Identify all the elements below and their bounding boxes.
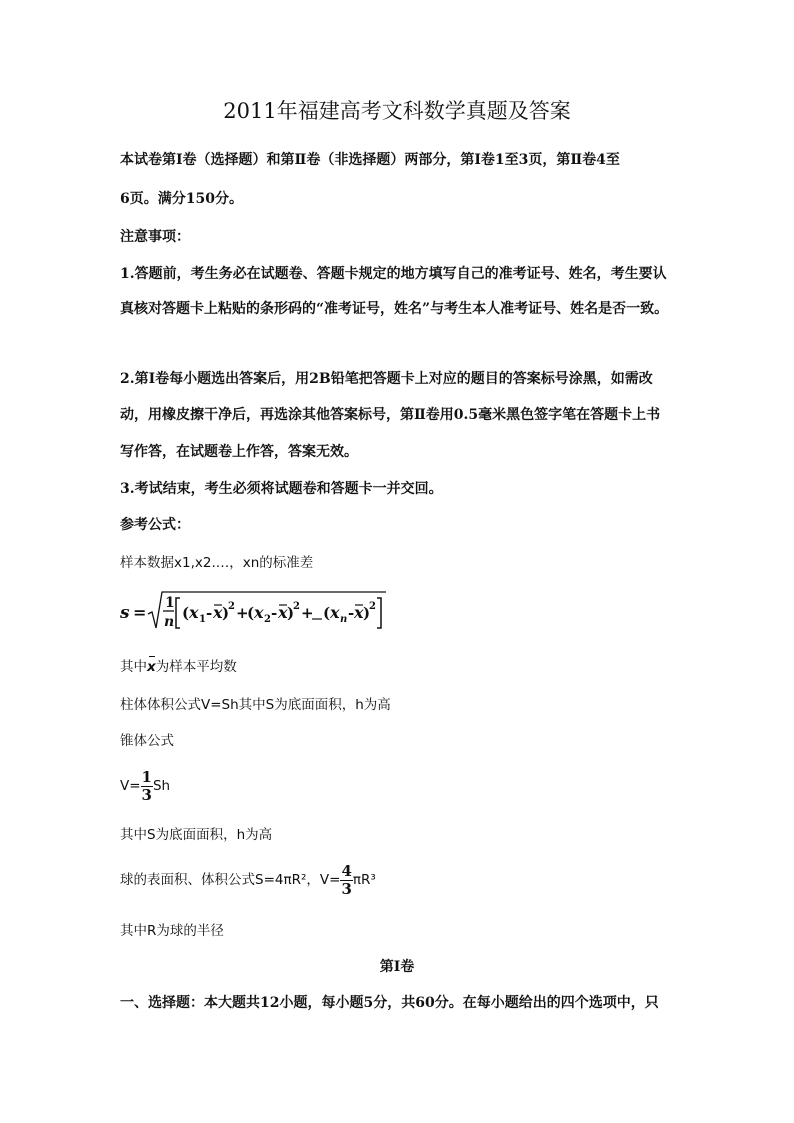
svg-text:x: x xyxy=(278,603,288,622)
notice-2-line-2: 动，用橡皮擦干净后，再选涂其他答案标号，第Ⅱ卷用0.5毫米黑色签字笔在答题卡上书 xyxy=(120,407,661,423)
notice-heading: 注意事项： xyxy=(120,229,190,245)
svg-text:(: ( xyxy=(182,604,190,622)
svg-text:2: 2 xyxy=(293,601,300,612)
svg-text:+: + xyxy=(236,604,249,622)
svg-text:2: 2 xyxy=(264,614,271,625)
svg-text:x: x xyxy=(213,603,223,622)
std-dev-formula xyxy=(118,588,388,636)
svg-text:s: s xyxy=(120,603,130,623)
sphere-note: 其中R为球的半径 xyxy=(120,923,224,939)
mean-prefix: 其中 xyxy=(120,659,147,675)
std-dev-intro: 样本数据x1,x2.…，xn的标准差 xyxy=(120,555,314,571)
svg-text:2: 2 xyxy=(369,601,376,612)
svg-text:x: x xyxy=(254,603,264,622)
sphere-denominator: 3 xyxy=(341,879,352,898)
svg-text:): ) xyxy=(287,604,295,622)
notice-2-line-1: 2.第Ⅰ卷每小题选出答案后，用2B铅笔把答题卡上对应的题目的答案标号涂黑，如需改 xyxy=(120,371,653,387)
sphere-suffix: πR³ xyxy=(352,872,376,888)
mean-suffix: 为样本平均数 xyxy=(155,659,237,675)
cone-suffix: Sh xyxy=(152,778,171,794)
svg-text:=: = xyxy=(133,603,147,622)
cone-numerator: 1 xyxy=(141,767,152,786)
svg-text:n: n xyxy=(164,614,175,630)
svg-text:n: n xyxy=(340,614,348,625)
cone-note: 其中S为底面面积，h为高 xyxy=(120,827,273,843)
sphere-fraction xyxy=(340,863,352,898)
intro-line-1: 本试卷第Ⅰ卷（选择题）和第Ⅱ卷（非选择题）两部分，第Ⅰ卷1至3页，第Ⅱ卷4至 xyxy=(120,152,620,168)
svg-text:+: + xyxy=(301,604,314,622)
notice-3: 3.考试结束，考生必须将试题卷和答题卡一并交回。 xyxy=(120,481,443,497)
cone-heading: 锥体公式 xyxy=(120,733,174,749)
svg-text:(: ( xyxy=(323,604,331,622)
section-1-intro: 一、选择题：本大题共12小题，每小题5分，共60分。在每小题给出的四个选项中，只 xyxy=(120,995,659,1011)
cone-prefix: V= xyxy=(120,778,141,794)
page-title: 2011年福建高考文科数学真题及答案 xyxy=(223,99,571,123)
svg-text:-: - xyxy=(348,604,355,622)
svg-text:-: - xyxy=(206,604,213,622)
notice-2-line-3: 写作答，在试题卷上作答，答案无效。 xyxy=(120,444,358,460)
svg-text:x: x xyxy=(330,603,340,622)
cone-formula xyxy=(120,768,170,804)
notice-1-line-1: 1.答题前，考生务必在试题卷、答题卡规定的地方填写自己的准考证号、姓名，考生要认 xyxy=(120,266,667,282)
cone-denominator: 3 xyxy=(141,785,152,804)
svg-text:(: ( xyxy=(247,604,255,622)
formula-heading: 参考公式： xyxy=(120,517,190,533)
svg-text:x: x xyxy=(354,603,364,622)
prism-formula: 柱体体积公式V=Sh其中S为底面面积，h为高 xyxy=(120,697,391,713)
sphere-prefix: 球的表面积、体积公式S=4πR²，V= xyxy=(120,872,341,888)
sphere-formula xyxy=(120,862,376,898)
svg-text:1: 1 xyxy=(165,595,175,611)
x-bar-symbol: x xyxy=(147,659,156,675)
svg-text:2: 2 xyxy=(228,601,235,612)
cone-fraction xyxy=(141,769,153,804)
mean-note xyxy=(120,658,237,676)
sphere-numerator: 4 xyxy=(341,861,352,880)
svg-text:): ) xyxy=(222,604,230,622)
svg-text:): ) xyxy=(363,604,371,622)
svg-text:1: 1 xyxy=(199,614,206,625)
intro-line-2: 6页。满分150分。 xyxy=(120,191,243,207)
svg-text:-: - xyxy=(271,604,278,622)
svg-text:x: x xyxy=(189,603,199,622)
notice-1-line-2: 真核对答题卡上粘贴的条形码的“准考证号，姓名”与考生本人准考证号、姓名是否一致。 xyxy=(120,301,669,317)
part-1-heading: 第Ⅰ卷 xyxy=(379,959,415,975)
